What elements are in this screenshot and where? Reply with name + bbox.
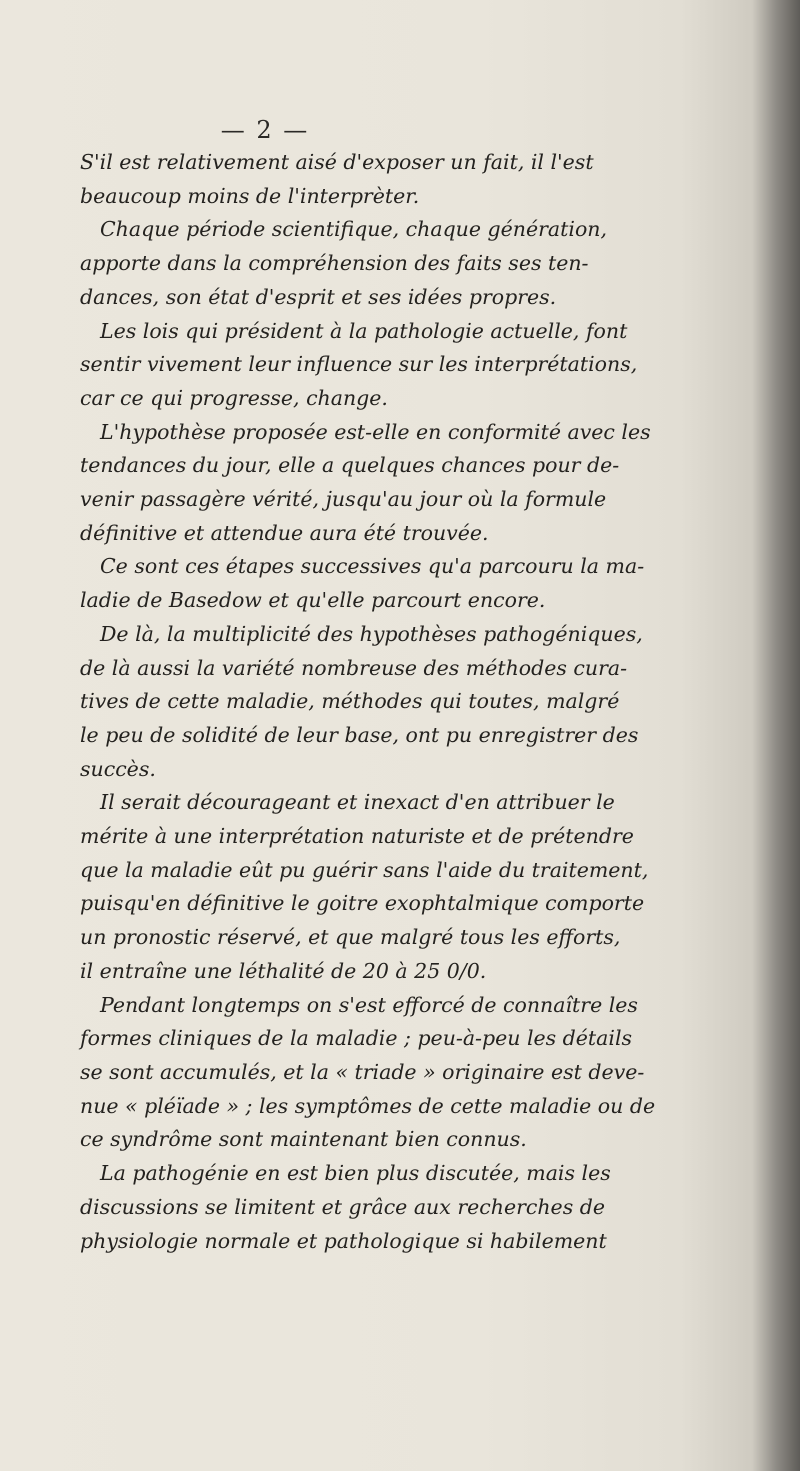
text-line: que la maladie eût pu guérir sans l'aide du traitement, [80,857,649,882]
text-line: apporte dans la compréhension des faits ses ten- [80,251,589,276]
text-line: puisqu'en définitive le goitre exophtalmique comporte [80,891,645,916]
text-line: tives de cette maladie, méthodes qui toutes, malgré [80,689,620,714]
text-line: mérite à une interprétation naturiste et de prétendre [80,824,634,849]
text-line: discussions se limitent et grâce aux recherches de [80,1194,605,1219]
text-line: tendances du jour, elle a quelques chances pour de- [80,453,620,478]
text-line: dances, son état d'esprit et ses idées propres. [80,284,557,309]
text-line: de là aussi la variété nombreuse des méthodes cura- [80,655,628,680]
text-line: La pathogénie en est bien plus discutée, mais les [100,1161,611,1186]
text-line: nue « pléïade » ; les symptômes de cette maladie ou de [80,1093,656,1118]
text-line: un pronostic réservé, et que malgré tous les efforts, [80,925,621,950]
body-text [80,146,780,1258]
text-line: Pendant longtemps on s'est efforcé de connaître les [100,992,638,1017]
page-number: — 2 — [220,116,310,144]
text-line: S'il est relativement aisé d'exposer un fait, il l'est [80,150,594,174]
text-line: De là, la multiplicité des hypothèses pathogéniques, [100,621,643,646]
text-line: Il serait décourageant et inexact d'en attribuer le [100,790,615,815]
text-line: ce syndrôme sont maintenant bien connus. [80,1127,527,1152]
text-line: se sont accumulés, et la « triade » originaire est deve- [80,1059,645,1084]
text-line: car ce qui progresse, change. [80,385,388,410]
text-line: Ce sont ces étapes successives qu'a parcouru la ma- [100,554,645,579]
text-line: formes cliniques de la maladie ; peu-à-peu les détails [80,1026,633,1051]
text-line: beaucoup moins de l'interprèter. [80,183,420,208]
text-line: Les lois qui président à la pathologie actuelle, font [100,318,628,343]
text-line: ladie de Basedow et qu'elle parcourt encore. [80,588,546,613]
text-line: succès. [80,756,156,781]
text-line: L'hypothèse proposée est-elle en conformité avec les [100,419,651,444]
text-line: définitive et attendue aura été trouvée. [80,520,489,545]
text-line: Chaque période scientifique, chaque génération, [100,217,608,242]
text-line: sentir vivement leur influence sur les interprétations, [80,352,638,377]
text-line: physiologie normale et pathologique si habilement [80,1228,607,1253]
text-line: il entraîne une léthalité de 20 à 25 0/0. [80,958,487,983]
text-line: venir passagère vérité, jusqu'au jour où la formule [80,487,607,512]
text-line: le peu de solidité de leur base, ont pu enregistrer des [80,722,639,747]
